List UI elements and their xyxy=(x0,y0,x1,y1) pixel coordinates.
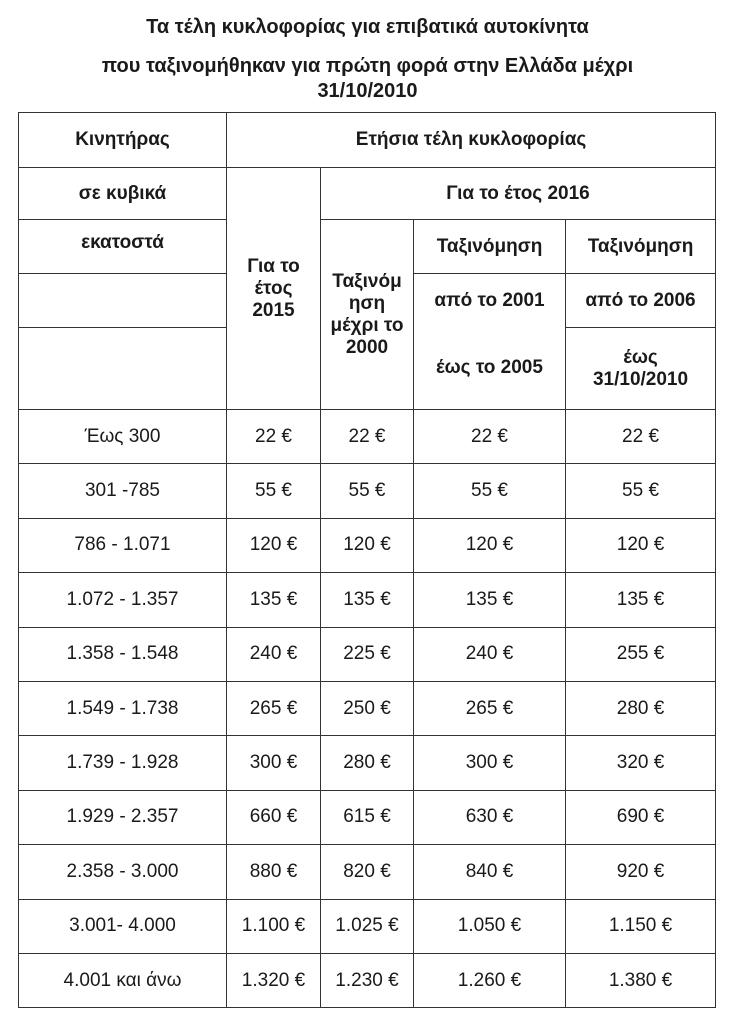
table-header xyxy=(19,113,716,410)
fee-2006-2010-cell: 1.150 € xyxy=(566,899,716,953)
reg-2001-line-3: έως το 2005 xyxy=(414,328,566,410)
table-row xyxy=(19,845,716,899)
fee-2006-2010-cell: 255 € xyxy=(566,627,716,681)
title-line-1: Τα τέλη κυκλοφορίας για επιβατικά αυτοκίνητα xyxy=(146,16,589,38)
fee-2001-2005-cell: 300 € xyxy=(414,736,566,790)
fee-2015-cell: 1.100 € xyxy=(227,899,321,953)
table-row xyxy=(19,464,716,518)
fee-2015-cell: 300 € xyxy=(227,736,321,790)
fee-2006-2010-cell: 280 € xyxy=(566,681,716,735)
reg-2006-line-3: έως xyxy=(623,346,658,368)
fee-2006-2010-cell: 320 € xyxy=(566,736,716,790)
fee-2001-2005-cell: 1.050 € xyxy=(414,899,566,953)
fee-2001-2005-cell: 1.260 € xyxy=(414,953,566,1007)
cc-cell: 786 - 1.071 xyxy=(19,518,227,572)
fee-2015-cell: 55 € xyxy=(227,464,321,518)
fee-until-2000-cell: 135 € xyxy=(321,573,414,627)
cc-cell: 1.929 - 2.357 xyxy=(19,790,227,844)
table-row xyxy=(19,681,716,735)
reg-2001-line-1: Ταξινόμηση xyxy=(414,220,566,274)
table-row xyxy=(19,573,716,627)
cc-cell: 2.358 - 3.000 xyxy=(19,845,227,899)
fee-2015-cell: 265 € xyxy=(227,681,321,735)
fee-2015-cell: 240 € xyxy=(227,627,321,681)
until-2000-line-3: μέχρι το xyxy=(330,314,404,336)
fee-2001-2005-cell: 135 € xyxy=(414,573,566,627)
cc-cell: 1.549 - 1.738 xyxy=(19,681,227,735)
fee-2006-2010-cell: 1.380 € xyxy=(566,953,716,1007)
engine-header-line-2: σε κυβικά xyxy=(19,168,227,220)
table-row xyxy=(19,627,716,681)
fee-2001-2005-cell: 265 € xyxy=(414,681,566,735)
cc-cell: 4.001 και άνω xyxy=(19,953,227,1007)
year-2015-line-2: έτος xyxy=(254,277,293,299)
cc-cell: 3.001- 4.000 xyxy=(19,899,227,953)
fee-until-2000-cell: 120 € xyxy=(321,518,414,572)
fee-until-2000-cell: 1.230 € xyxy=(321,953,414,1007)
fee-until-2000-cell: 225 € xyxy=(321,627,414,681)
engine-header-line-3: εκατοστά xyxy=(19,220,227,274)
fee-2001-2005-cell: 240 € xyxy=(414,627,566,681)
cc-cell: 1.072 - 1.357 xyxy=(19,573,227,627)
fee-2001-2005-cell: 55 € xyxy=(414,464,566,518)
fee-until-2000-cell: 615 € xyxy=(321,790,414,844)
title-line-2: που ταξινομήθηκαν για πρώτη φορά στην Ελλάδα μέχρι xyxy=(101,55,634,77)
cc-cell: 301 -785 xyxy=(19,464,227,518)
until-2000-line-4: 2000 xyxy=(345,336,389,358)
cc-cell: 1.358 - 1.548 xyxy=(19,627,227,681)
fee-2001-2005-cell: 630 € xyxy=(414,790,566,844)
fee-2001-2005-cell: 120 € xyxy=(414,518,566,572)
table-row xyxy=(19,518,716,572)
fee-until-2000-cell: 22 € xyxy=(321,410,414,464)
reg-2001-line-2: από το 2001 xyxy=(414,274,566,328)
fee-2006-2010-cell: 690 € xyxy=(566,790,716,844)
engine-header-line-1: Κινητήρας xyxy=(19,113,227,168)
year-2015-line-3: 2015 xyxy=(252,299,295,321)
table-row xyxy=(19,736,716,790)
until-2000-header xyxy=(321,220,414,410)
fee-until-2000-cell: 1.025 € xyxy=(321,899,414,953)
fee-2006-2010-cell: 120 € xyxy=(566,518,716,572)
fee-until-2000-cell: 250 € xyxy=(321,681,414,735)
until-2000-line-1: Ταξινόμ xyxy=(332,270,402,292)
fee-2015-cell: 660 € xyxy=(227,790,321,844)
fee-2001-2005-cell: 22 € xyxy=(414,410,566,464)
reg-2006-line-1: Ταξινόμηση xyxy=(566,220,716,274)
engine-header-empty-2 xyxy=(19,328,227,410)
fee-2006-2010-cell: 920 € xyxy=(566,845,716,899)
reg-2006-line-4: 31/10/2010 xyxy=(592,368,689,390)
year-2015-line-1: Για το xyxy=(247,255,300,277)
title-line-3: 31/10/2010 xyxy=(317,80,418,102)
cc-cell: Έως 300 xyxy=(19,410,227,464)
fee-2015-cell: 1.320 € xyxy=(227,953,321,1007)
table-row xyxy=(19,899,716,953)
fee-2006-2010-cell: 55 € xyxy=(566,464,716,518)
cc-cell: 1.739 - 1.928 xyxy=(19,736,227,790)
fees-table xyxy=(18,112,716,1008)
fee-2015-cell: 120 € xyxy=(227,518,321,572)
table-row xyxy=(19,410,716,464)
fee-until-2000-cell: 820 € xyxy=(321,845,414,899)
fee-2006-2010-cell: 22 € xyxy=(566,410,716,464)
fee-until-2000-cell: 280 € xyxy=(321,736,414,790)
year-2015-header xyxy=(227,168,321,410)
reg-2006-period-end xyxy=(566,328,716,410)
annual-fees-header: Ετήσια τέλη κυκλοφορίας xyxy=(227,113,716,168)
table-body xyxy=(19,410,716,1008)
fee-2006-2010-cell: 135 € xyxy=(566,573,716,627)
engine-header-empty-1 xyxy=(19,274,227,328)
fee-2015-cell: 22 € xyxy=(227,410,321,464)
fee-2015-cell: 135 € xyxy=(227,573,321,627)
until-2000-line-2: ηση xyxy=(348,292,386,314)
table-row xyxy=(19,790,716,844)
reg-2006-line-2: από το 2006 xyxy=(566,274,716,328)
year-2016-header: Για το έτος 2016 xyxy=(321,168,716,220)
fee-until-2000-cell: 55 € xyxy=(321,464,414,518)
table-row xyxy=(19,953,716,1007)
fee-2001-2005-cell: 840 € xyxy=(414,845,566,899)
fee-2015-cell: 880 € xyxy=(227,845,321,899)
